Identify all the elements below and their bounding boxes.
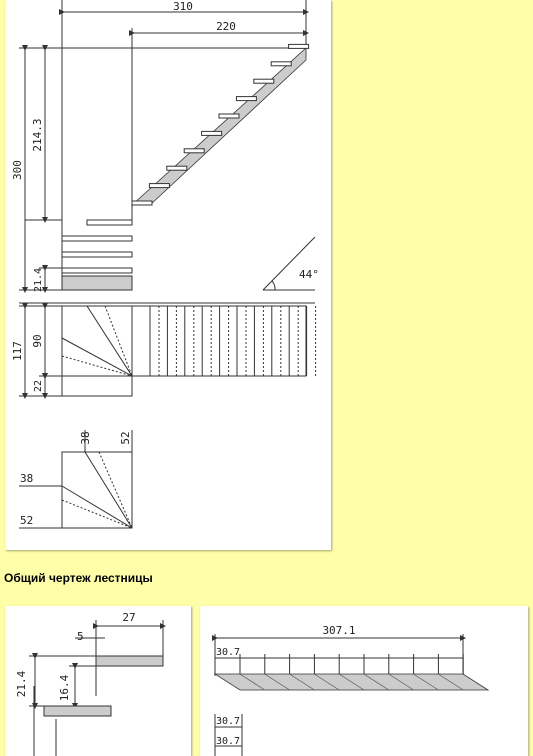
dim-flight-width: 220 [216, 20, 236, 33]
dim-rise: 21.4 [15, 670, 28, 698]
tread [132, 201, 152, 205]
dim-flight-height: 214.3 [31, 118, 44, 152]
tread [149, 184, 169, 188]
stringer-ticks [240, 654, 463, 674]
tread [202, 131, 222, 135]
tread [236, 97, 256, 101]
tread [271, 62, 291, 66]
dim-winder-side-b: 52 [20, 514, 34, 527]
step-detail-panel [5, 606, 191, 756]
dim-winder-side-a: 38 [20, 472, 34, 485]
main-drawing-panel [5, 0, 331, 550]
dim-winder-top-a: 38 [79, 431, 92, 445]
section-caption: Общий чертеж лестницы [4, 571, 153, 585]
dim-tread: 27 [122, 611, 136, 624]
dim-plan-winder: 90 [31, 334, 44, 348]
dim-stringer-length: 307.1 [322, 624, 356, 637]
dim-stringer-pitch-top: 30.7 [216, 647, 241, 658]
dim-plan-depth: 117 [11, 341, 24, 361]
tread [184, 149, 204, 153]
tread [289, 44, 309, 48]
tread [167, 166, 187, 170]
angle-label: 44° [299, 268, 319, 281]
dim-stringer-pitch-bottom-1: 30.7 [216, 716, 241, 727]
dim-thickness: 16.4 [58, 674, 71, 702]
stringer-detail-drawing [200, 606, 528, 756]
plan-steps [150, 306, 316, 376]
dim-nosing: 5 [77, 630, 84, 643]
stair-drawing [5, 0, 331, 550]
dim-stringer-pitch-bottom-2: 30.7 [216, 736, 241, 747]
dim-total-width: 310 [173, 0, 193, 13]
stringer-detail-panel [200, 606, 528, 756]
step-detail-drawing [5, 606, 191, 756]
dim-winder-top-b: 52 [119, 431, 132, 445]
dim-plan-step: 22 [33, 379, 44, 393]
dim-step-height: 21.4 [33, 267, 44, 293]
dim-total-height: 300 [11, 160, 24, 180]
tread [254, 79, 274, 83]
tread [219, 114, 239, 118]
